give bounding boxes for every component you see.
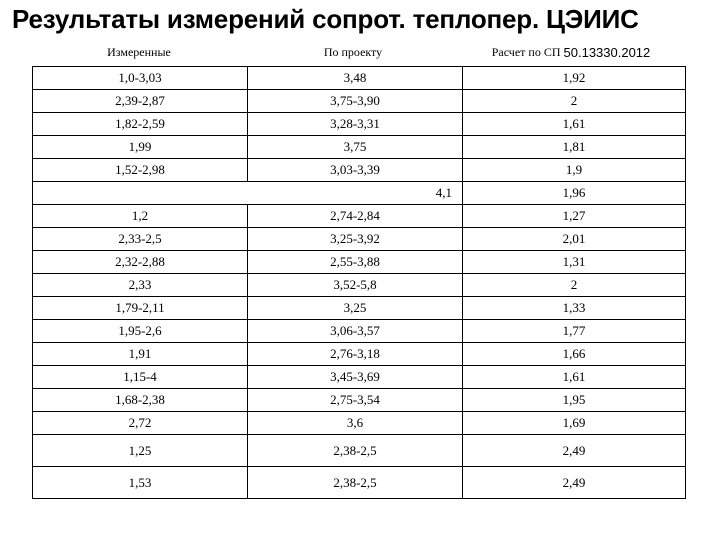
- header-calculation-spec: 50.13330.2012: [563, 44, 651, 60]
- measured-cell: 1,53: [33, 467, 248, 499]
- project-cell: 2,74-2,84: [248, 205, 463, 228]
- table-row: [33, 467, 686, 499]
- measured-cell: 1,91: [33, 343, 248, 366]
- table-row: [33, 297, 686, 320]
- calculation-cell: 1,61: [463, 366, 686, 389]
- calculation-cell: 2: [463, 90, 686, 113]
- calculation-cell: 2,49: [463, 467, 686, 499]
- measured-cell: 1,95-2,6: [33, 320, 248, 343]
- table-row: [33, 182, 686, 205]
- measured-cell: 1,82-2,59: [33, 113, 248, 136]
- measured-cell: 2,33: [33, 274, 248, 297]
- measured-cell: 1,0-3,03: [33, 67, 248, 90]
- header-project: По проекту: [323, 44, 383, 59]
- measurements-table: [32, 66, 686, 499]
- header-measured: Измеренные: [107, 44, 171, 59]
- table-header: [32, 38, 682, 66]
- measured-cell: 1,25: [33, 435, 248, 467]
- measured-cell: 2,39-2,87: [33, 90, 248, 113]
- table-row: [33, 67, 686, 90]
- project-cell: 3,25-3,92: [248, 228, 463, 251]
- table-row: [33, 435, 686, 467]
- calculation-cell: 1,27: [463, 205, 686, 228]
- measured-cell: 2,72: [33, 412, 248, 435]
- calculation-cell: 1,95: [463, 389, 686, 412]
- measured-cell: 2,33-2,5: [33, 228, 248, 251]
- measured-cell: 1,15-4: [33, 366, 248, 389]
- table-row: [33, 228, 686, 251]
- project-cell: 3,28-3,31: [248, 113, 463, 136]
- project-cell: 3,03-3,39: [248, 159, 463, 182]
- calculation-cell: 1,81: [463, 136, 686, 159]
- project-cell: 2,55-3,88: [248, 251, 463, 274]
- table-row: [33, 205, 686, 228]
- calculation-cell: 2: [463, 274, 686, 297]
- project-cell: 4,1: [33, 182, 463, 205]
- header-calculation: [460, 38, 682, 66]
- calculation-cell: 1,66: [463, 343, 686, 366]
- table-row: [33, 343, 686, 366]
- project-cell: 3,6: [248, 412, 463, 435]
- calculation-cell: 1,96: [463, 182, 686, 205]
- table-row: [33, 90, 686, 113]
- measured-cell: 2,32-2,88: [33, 251, 248, 274]
- header-calculation-prefix: Расчет по СП: [491, 44, 561, 59]
- table-row: [33, 113, 686, 136]
- measured-cell: 1,52-2,98: [33, 159, 248, 182]
- project-cell: 2,76-3,18: [248, 343, 463, 366]
- project-cell: 3,75: [248, 136, 463, 159]
- table-row: [33, 320, 686, 343]
- measured-cell: 1,68-2,38: [33, 389, 248, 412]
- calculation-cell: 1,92: [463, 67, 686, 90]
- calculation-cell: 1,9: [463, 159, 686, 182]
- project-cell: 3,48: [248, 67, 463, 90]
- project-cell: 2,38-2,5: [248, 467, 463, 499]
- calculation-cell: 2,49: [463, 435, 686, 467]
- page-title: Результаты измерений сопрот. теплопер. ЦЭИИС: [12, 4, 639, 34]
- calculation-cell: 1,77: [463, 320, 686, 343]
- measured-cell: 1,2: [33, 205, 248, 228]
- table-row: [33, 412, 686, 435]
- calculation-cell: 1,61: [463, 113, 686, 136]
- table-row: [33, 136, 686, 159]
- table-row: [33, 251, 686, 274]
- calculation-cell: 1,31: [463, 251, 686, 274]
- project-cell: 3,25: [248, 297, 463, 320]
- measured-cell: 1,79-2,11: [33, 297, 248, 320]
- project-cell: 2,75-3,54: [248, 389, 463, 412]
- table-row: [33, 274, 686, 297]
- project-cell: 3,52-5,8: [248, 274, 463, 297]
- project-cell: 3,45-3,69: [248, 366, 463, 389]
- measured-cell: 1,99: [33, 136, 248, 159]
- project-cell: 3,75-3,90: [248, 90, 463, 113]
- table-row: [33, 389, 686, 412]
- table-row: [33, 159, 686, 182]
- project-cell: 3,06-3,57: [248, 320, 463, 343]
- project-cell: 2,38-2,5: [248, 435, 463, 467]
- calculation-cell: 1,69: [463, 412, 686, 435]
- calculation-cell: 2,01: [463, 228, 686, 251]
- calculation-cell: 1,33: [463, 297, 686, 320]
- table-row: [33, 366, 686, 389]
